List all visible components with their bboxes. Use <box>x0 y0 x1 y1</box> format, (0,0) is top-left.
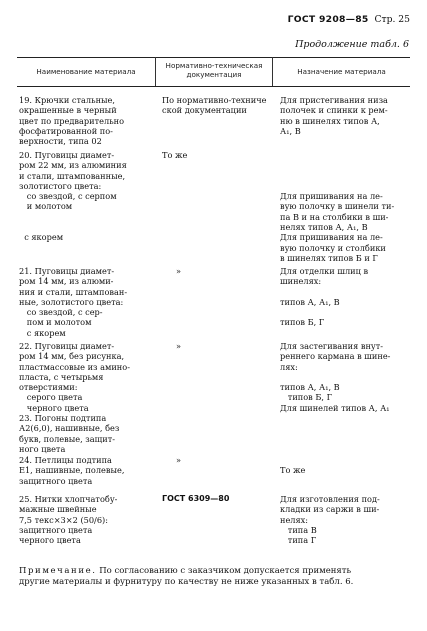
row-22-doc: » <box>176 341 182 351</box>
row-24-purpose: То же <box>280 465 306 476</box>
table-top-rule <box>17 57 410 58</box>
row-25-name: 25. Нитки хлопчатобу- мажные швейные 7,5 текс×3×2 (50/6): защитного цвета черного цвета <box>19 494 118 546</box>
column-header-doc: Нормативно-техническая документация <box>165 61 263 80</box>
row-21-doc: » <box>176 266 182 276</box>
note-label: Примечание. <box>19 566 97 576</box>
row-20-purpose: Для пришивания на ле- вую полочку в шинели ти- па В и на столбики в ши- нелях типов А, А₁, В Для пришивания на ле- вую полочку и столбики в шинелях типов Б и Г <box>280 191 395 263</box>
row-20-doc: То же <box>162 150 188 160</box>
row-25-doc: ГОСТ 6309—80 <box>162 494 230 503</box>
standard-number: ГОСТ 9208—85 <box>287 14 369 25</box>
row-20-name: 20. Пуговицы диамет- ром 22 мм, из алюминия и стали, штампованные, золотистого цвета: со звездой, с серпом и молотом с якорем <box>19 150 127 243</box>
row-25-purpose: Для изготовления под- кладки из саржи в ши- нелях: типа В типа Г <box>280 494 380 546</box>
column-header-purpose: Назначение материала <box>297 67 386 76</box>
note-text: По согласованию с заказчиком допускается применять другие материалы и фурнитуру по качеству не ниже указанных в табл. 6. <box>19 566 354 587</box>
row-19-doc: По нормативно-техниче ской документации <box>162 95 267 116</box>
table-note <box>19 566 409 587</box>
row-19-purpose: Для пристегивания низа полочек и спинки к рем- ню в шинелях типов А, А₁, В <box>280 95 388 136</box>
row-21-purpose: Для отделки шлиц в шинелях: типов А, А₁, В типов Б, Г <box>280 266 369 328</box>
row-24-doc: » <box>176 455 182 465</box>
page-header <box>288 14 410 25</box>
table-continuation-label: Продолжение табл. 6 <box>295 39 409 50</box>
row-22-purpose: Для застегивания внут- реннего кармана в шине- лях: типов А, А₁, В типов Б, Г Для шинелей типов А, А₁ <box>280 341 391 413</box>
table-header-rule <box>17 86 410 87</box>
row-19-name: 19. Крючки стальные, окрашенные в черный цвет по предварительно фосфатированной по- верхности, типа 02 <box>19 95 125 147</box>
row-24-name: 24. Петлицы подтипа Е1, нашивные, полевые, защитного цвета <box>19 455 125 486</box>
page-number: Стр. 25 <box>374 14 410 25</box>
row-21-name: 21. Пуговицы диамет- ром 14 мм, из алюми- ния и стали, штампован- ные, золотистого цвета: со звездой, с сер- пом и молотом с якорем <box>19 266 128 338</box>
column-header-name: Наименование материала <box>36 67 136 76</box>
row-22-name: 22. Пуговицы диамет- ром 14 мм, без рисунка, пластмассовые из амино- пласта, с четырьмя отверстиями: серого цвета черного цвета 23. Погоны подтипа А2(6,0), нашивные, без букв, полевые, защит- ного цвета <box>19 341 130 454</box>
